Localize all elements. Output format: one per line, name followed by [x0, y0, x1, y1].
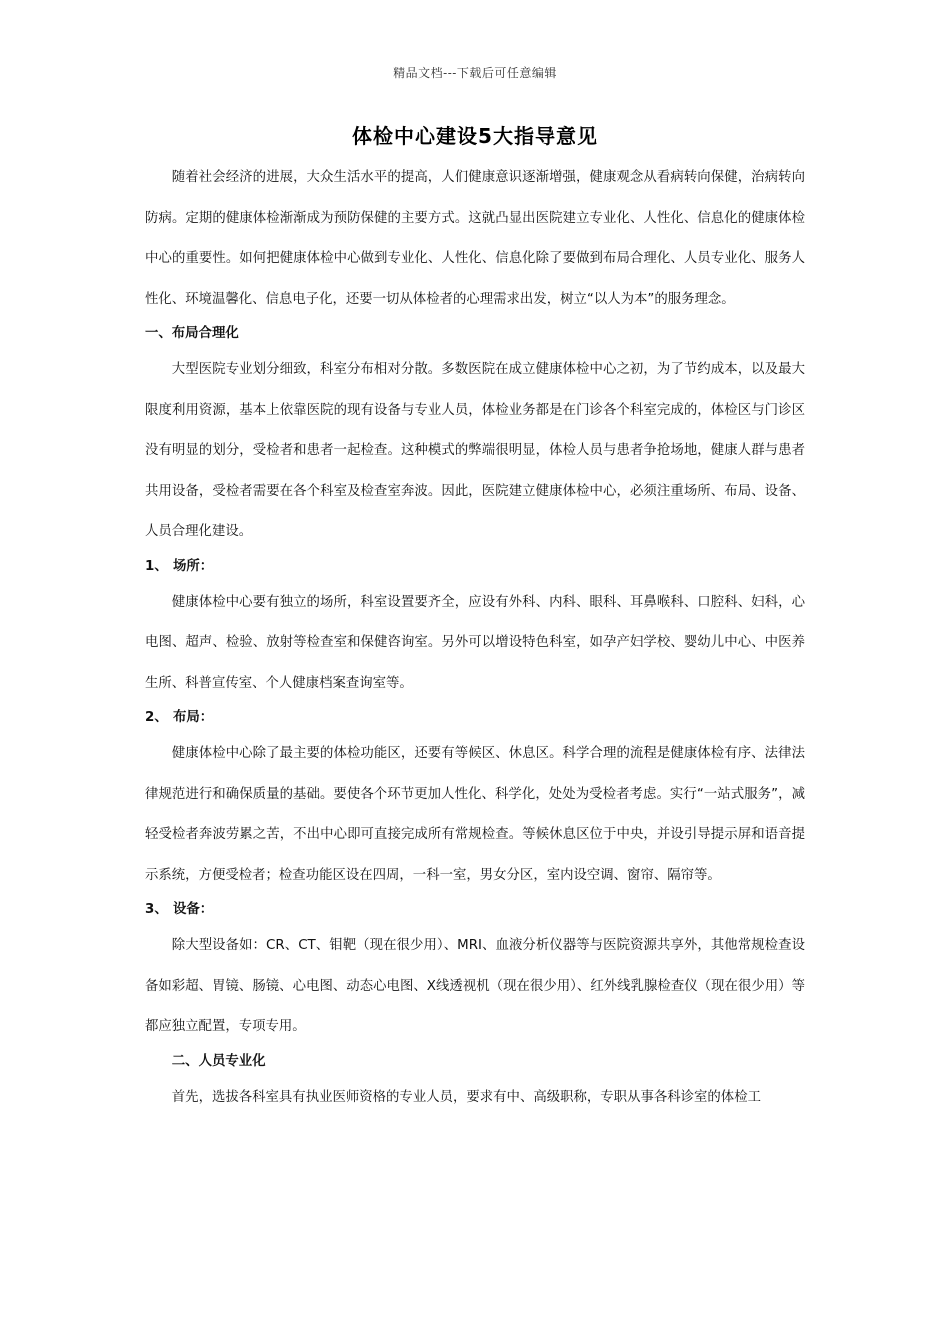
- subheading-label: 设备：: [173, 902, 214, 917]
- paragraph-site: 健康体检中心要有独立的场所，科室设置要齐全，应设有外科、内科、眼科、耳鼻喉科、口腔科、妇科，心电图、超声、检验、放射等检查室和保健咨询室。另外可以增设特色科室，如孕产妇学校、婴幼儿中心、中医养生所、科普宣传室、个人健康档案查询室等。: [145, 594, 805, 691]
- document-title: 体检中心建设5大指导意见: [352, 124, 598, 148]
- subheading-layout: [145, 704, 805, 732]
- subheading-label: 场所：: [173, 558, 214, 574]
- subheading-number: 3、: [145, 902, 168, 917]
- intro-paragraph: 随着社会经济的进展，大众生活水平的提高，人们健康意识逐渐增强，健康观念从看病转向保健，治病转向防病。定期的健康体检渐渐成为预防保健的主要方式。这就凸显出医院建立专业化、人性化、信息化的健康体检中心的重要性。如何把健康体检中心做到专业化、人性化、信息化除了要做到布局合理化、人员专业化、服务人性化、环境温馨化、信息电子化，还要一切从体检者的心理需求出发，树立“以人为本”的服务理念。: [145, 170, 805, 307]
- section-paragraph-layout: 大型医院专业划分细致，科室分布相对分散。多数医院在成立健康体检中心之初，为了节约成本，以及最大限度利用资源，基本上依靠医院的现有设备与专业人员，体检业务都是在门诊各个科室完成的，体检区与门诊区没有明显的划分，受检者和患者一起检查。这种模式的弊端很明显，体检人员与患者争抢场地，健康人群与患者共用设备，受检者需要在各个科室及检查室奔波。因此，医院建立健康体检中心，必须注重场所、布局、设备、人员合理化建设。: [145, 362, 805, 539]
- paragraph-equipment: 除大型设备如：CR、CT、钼靶（现在很少用）、MRI、血液分析仪器等与医院资源共享外，其他常规检查设备如彩超、胃镜、肠镜、心电图、动态心电图、X线透视机（现在很少用）、红外线乳腺检查仪（现在很少用）等都应独立配置，专项专用。: [145, 938, 805, 1034]
- header-note: 精品文档---下载后可任意编辑: [393, 66, 557, 80]
- subheading-label: 布局：: [173, 710, 214, 725]
- section-paragraph-staff: 首先，选拔各科室具有执业医师资格的专业人员，要求有中、高级职称，专职从事各科诊室的体检工: [171, 1089, 761, 1105]
- subheading-number: 1、: [145, 558, 168, 574]
- paragraph-layout: 健康体检中心除了最主要的体检功能区，还要有等候区、休息区。科学合理的流程是健康体检有序、法律法律规范进行和确保质量的基础。要使各个环节更加人性化、科学化，处处为受检者考虑。实行“一站式服务”，减轻受检者奔波劳累之苦，不出中心即可直接完成所有常规检查。等候休息区位于中央，并设引导提示屏和语音提示系统，方便受检者；检查功能区设在四周，一科一室，男女分区，室内设空调、窗帘、隔帘等。: [145, 746, 805, 883]
- subheading-number: 2、: [145, 710, 168, 725]
- subheading-equipment: [145, 896, 805, 924]
- section-heading-layout: 一、布局合理化: [145, 326, 239, 341]
- document-body: [145, 158, 805, 1118]
- subheading-site: [145, 553, 805, 581]
- section-heading-staff: 二、人员专业化: [171, 1053, 266, 1069]
